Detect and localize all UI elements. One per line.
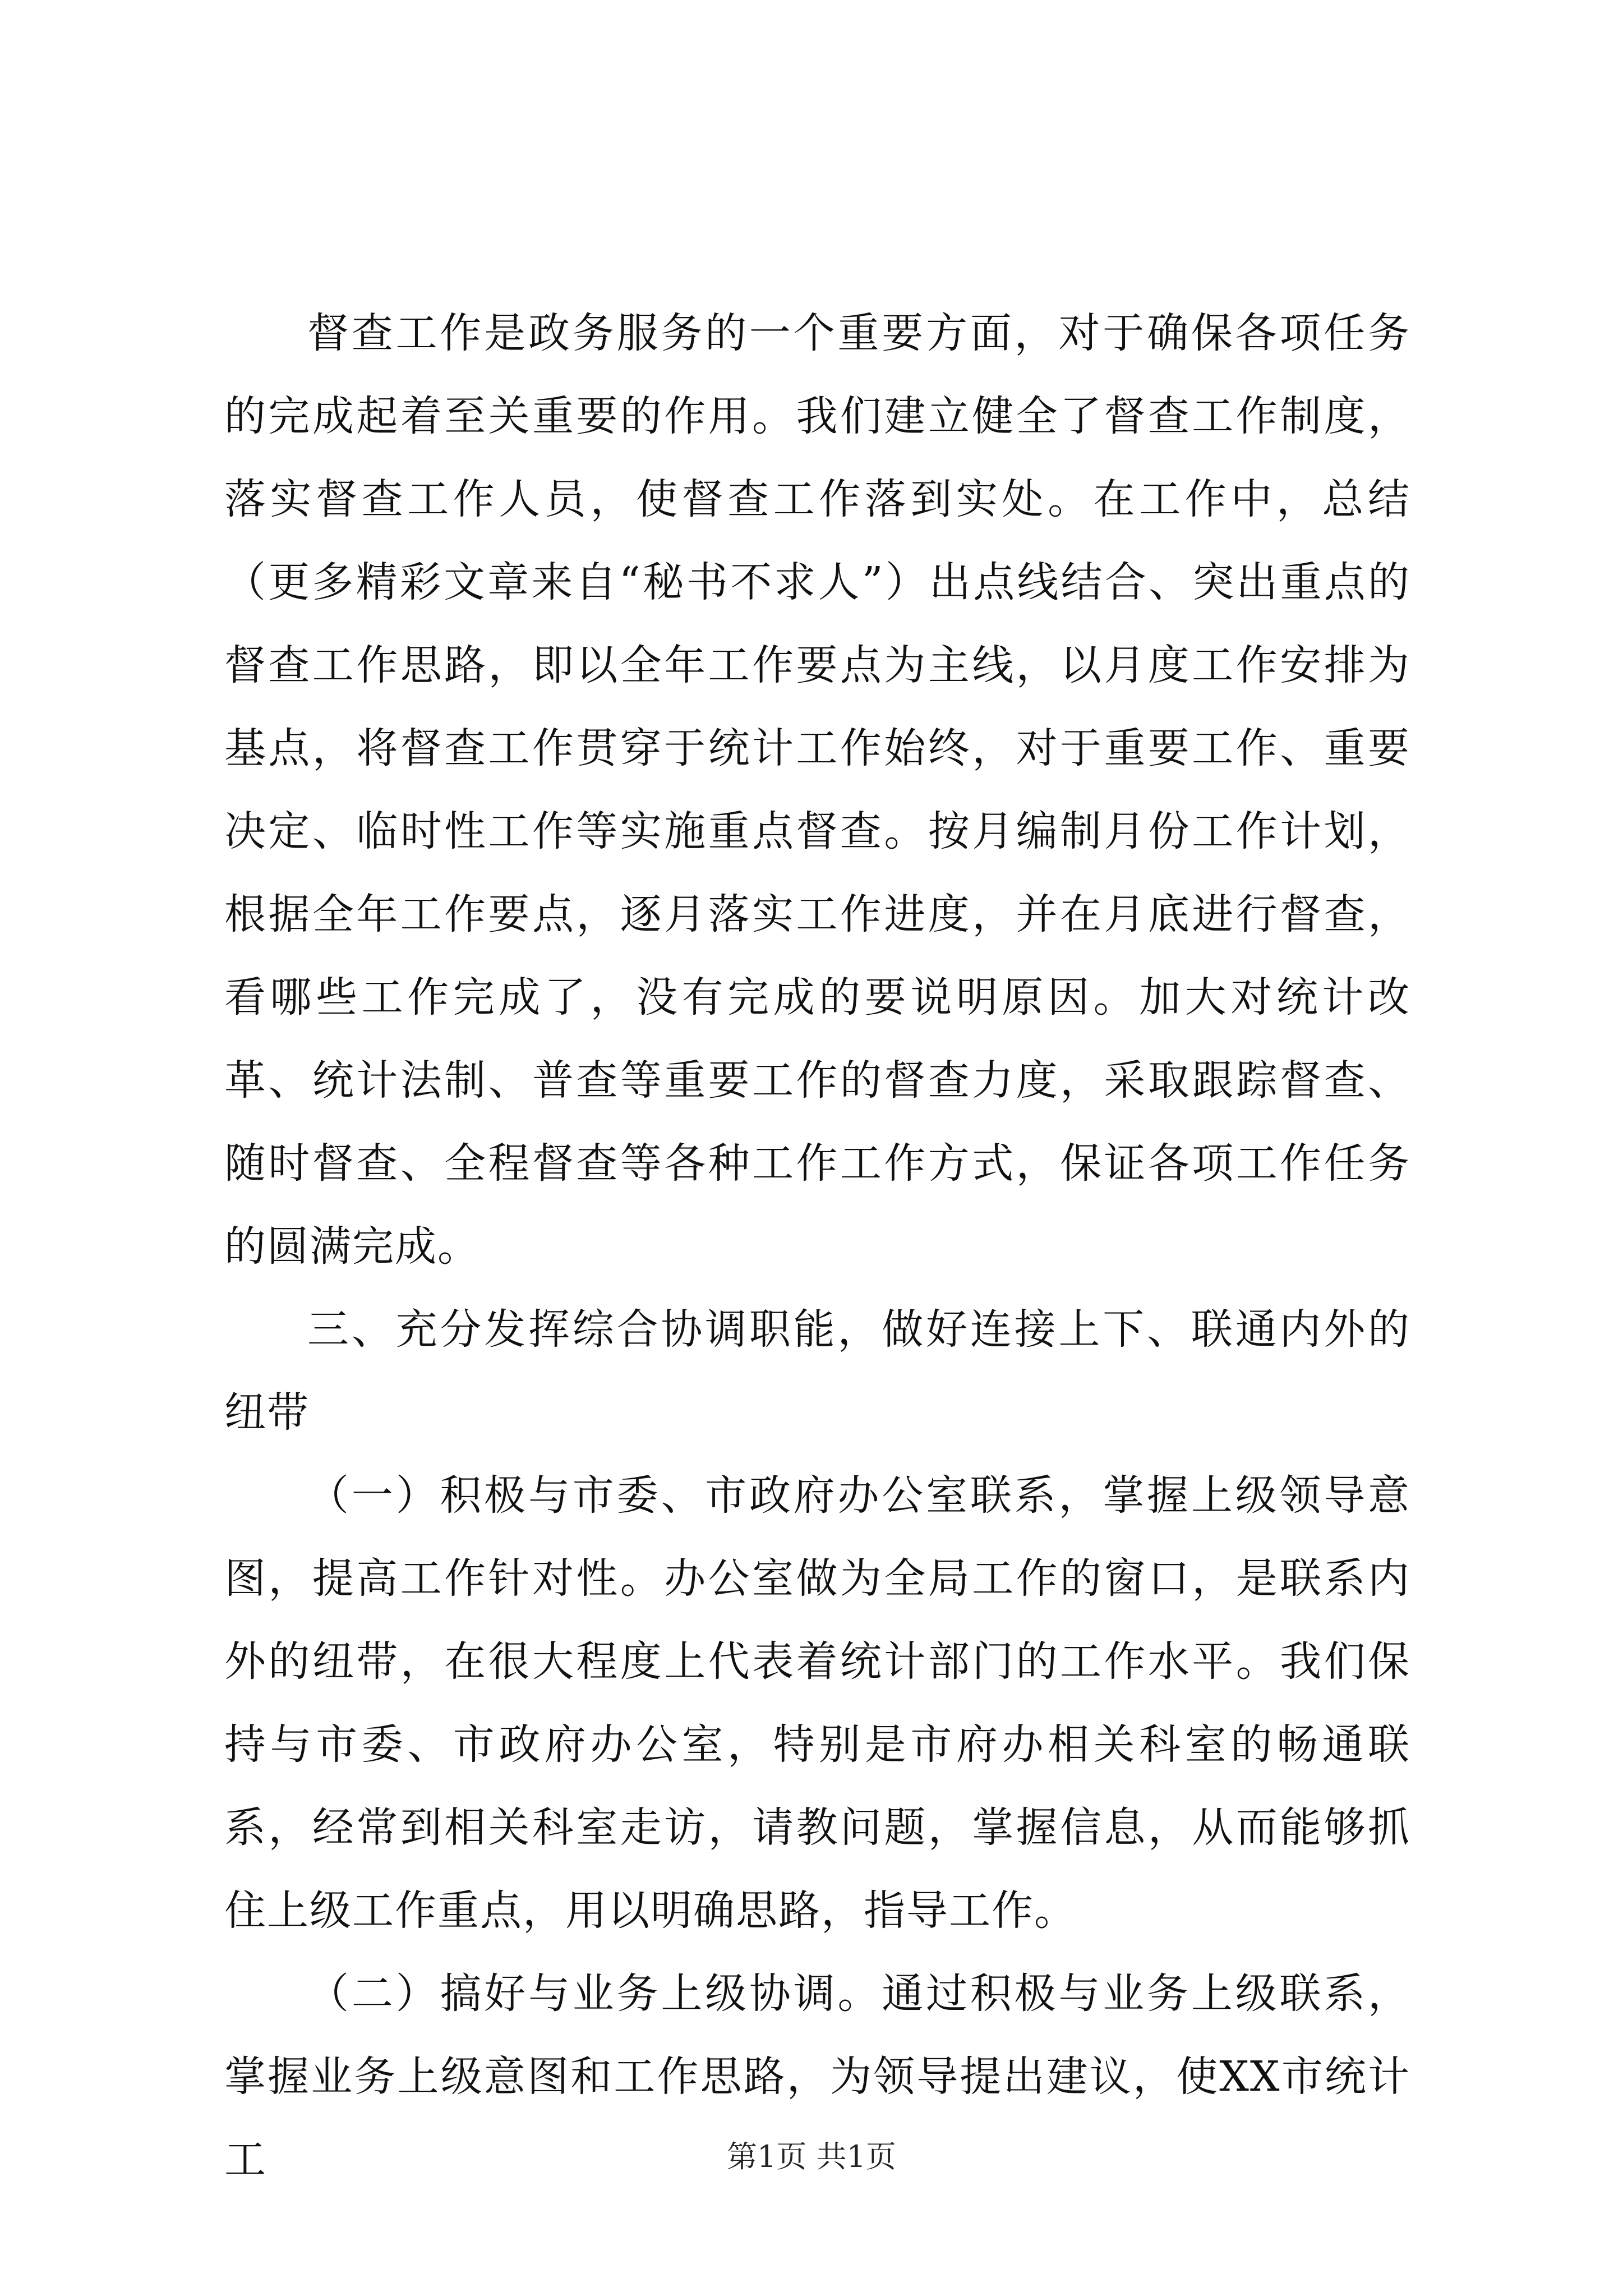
paragraph-item-two: （二）搞好与业务上级协调。通过积极与业务上级联系，掌握业务上级意图和工作思路，为领导提出建议，使XX市统计工: [224, 1970, 1410, 2184]
paragraph-supervision: 督查工作是政务服务的一个重要方面，对于确保各项任务的完成起着至关重要的作用。我们建立健全了督查工作制度，落实督查工作人员，使督查工作落到实处。在工作中，总结（更多精彩文章来自“秘书不求人”）出点线结合、突出重点的督查工作思路，即以全年工作要点为主线，以月度工作安排为基点，将督查工作贯穿于统计工作始终，对于重要工作、重要决定、临时性工作等实施重点督查。按月编制月份工作计划，根据全年工作要点，逐月落实工作进度，并在月底进行督查，看哪些工作完成了，没有完成的要说明原因。加大对统计改革、统计法制、普查等重要工作的督查力度，采取跟踪督查、随时督查、全程督查等各种工作工作方式，保证各项工作任务的圆满完成。: [224, 309, 1410, 1271]
paragraph-item-one: （一）积极与市委、市政府办公室联系，掌握上级领导意图，提高工作针对性。办公室做为全局工作的窗口，是联系内外的纽带，在很大程度上代表着统计部门的工作水平。我们保持与市委、市政府办公室，特别是市府办相关科室的畅通联系，经常到相关科室走访，请教问题，掌握信息，从而能够抓住上级工作重点，用以明确思路，指导工作。: [224, 1471, 1410, 1935]
section-heading-three: 三、充分发挥综合协调职能，做好连接上下、联通内外的纽带: [224, 1305, 1410, 1437]
page-footer: 第1页 共1页: [727, 2139, 896, 2174]
document-body: [224, 292, 1410, 2201]
